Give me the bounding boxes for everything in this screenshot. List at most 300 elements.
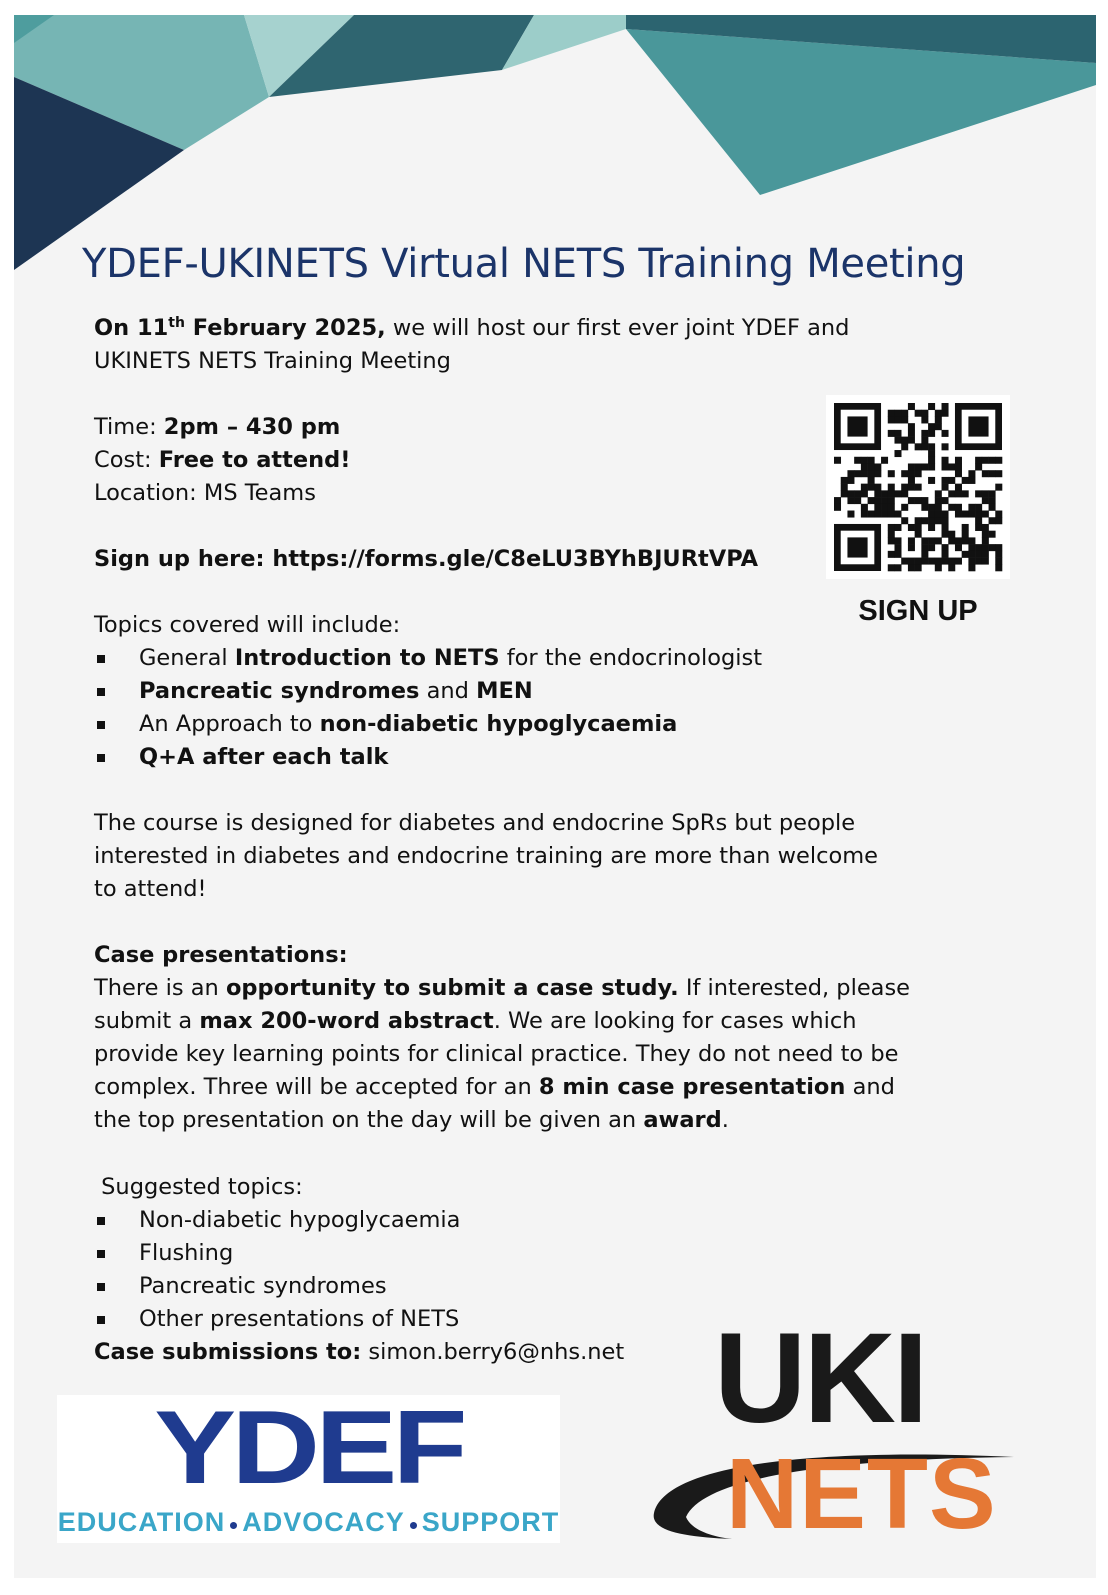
submit-email[interactable]: simon.berry6@nhs.net [361, 1339, 625, 1365]
cases-bold: 8 min case presentation [538, 1074, 846, 1100]
qr-module [915, 531, 922, 538]
qr-module [861, 484, 868, 491]
suggested-item: Flushing [139, 1240, 234, 1266]
qr-module [908, 470, 915, 477]
qr-module [995, 457, 1002, 464]
cases-text: and [845, 1074, 895, 1100]
list-item [94, 675, 762, 708]
qr-module [861, 511, 868, 518]
qr-module [989, 497, 996, 504]
intro-date-sup: th [168, 315, 185, 331]
qr-module [955, 490, 962, 497]
qr-module [854, 470, 861, 477]
topics-section [94, 609, 762, 774]
qr-module [874, 497, 881, 504]
course-line: The course is designed for diabetes and endocrine SpRs but people [94, 810, 856, 836]
qr-module [975, 463, 982, 470]
qr-module [968, 558, 975, 565]
qr-module [982, 470, 989, 477]
qr-module [868, 477, 875, 484]
qr-module [955, 470, 962, 477]
qr-module [989, 504, 996, 511]
signup-line [94, 543, 758, 576]
qr-module [948, 537, 955, 544]
intro-line2: UKINETS NETS Training Meeting [94, 348, 451, 374]
qr-signup-label: SIGN UP [858, 595, 978, 627]
qr-module [928, 430, 935, 437]
qr-module [928, 511, 935, 518]
qr-module [935, 423, 942, 430]
qr-module [982, 497, 989, 504]
suggested-list [94, 1204, 624, 1336]
topic-text: General [139, 645, 235, 671]
qr-module [982, 558, 989, 565]
intro-line1: we will host our first ever joint YDEF and [385, 315, 850, 341]
qr-module [861, 490, 868, 497]
topic-text: for the endocrinologist [499, 645, 763, 671]
qr-module [854, 490, 861, 497]
qr-module [908, 437, 915, 444]
qr-module [962, 490, 969, 497]
suggested-item: Other presentations of NETS [139, 1306, 460, 1332]
topic-bold: Q+A after each talk [139, 744, 389, 770]
qr-module [915, 470, 922, 477]
location-value: MS Teams [203, 480, 316, 506]
qr-module [995, 470, 1002, 477]
intro-text [94, 312, 849, 378]
intro-date-suffix: February 2025, [184, 315, 386, 341]
qr-module [975, 558, 982, 565]
qr-module [982, 511, 989, 518]
signup-label: Sign up here: [94, 546, 273, 572]
qr-module [874, 484, 881, 491]
qr-module [921, 497, 928, 504]
qr-module [888, 430, 895, 437]
signup-link[interactable]: https://forms.gle/C8eLU3BYhBJURtVPA [272, 546, 759, 572]
qr-module [942, 403, 949, 410]
topic-bold: MEN [476, 678, 533, 704]
qr-module [942, 484, 949, 491]
bullet-icon [97, 688, 105, 696]
qr-module [874, 504, 881, 511]
qr-module [955, 484, 962, 491]
suggested-topics [94, 1171, 624, 1369]
ydef-tag-advocacy: ADVOCACY [242, 1507, 405, 1537]
qr-module [928, 544, 935, 551]
suggested-item: Pancreatic syndromes [139, 1273, 387, 1299]
qr-module [921, 558, 928, 565]
dot-icon [410, 1522, 417, 1529]
qr-module [955, 558, 962, 565]
qr-module [975, 511, 982, 518]
qr-module [868, 470, 875, 477]
qr-module [942, 410, 949, 417]
qr-module [901, 470, 908, 477]
qr-module [881, 511, 888, 518]
qr-module [968, 544, 975, 551]
qr-module [948, 490, 955, 497]
qr-module [901, 416, 908, 423]
cases-bold: award [643, 1107, 722, 1133]
qr-module [995, 544, 1002, 551]
qr-module [928, 504, 935, 511]
qr-module [982, 544, 989, 551]
qr-module [915, 484, 922, 491]
qr-module [901, 443, 908, 450]
topics-heading: Topics covered will include: [94, 612, 401, 638]
qr-module [894, 437, 901, 444]
ydef-tag-education: EDUCATION [57, 1507, 226, 1537]
bullet-icon [97, 721, 105, 729]
qr-module [989, 544, 996, 551]
qr-module [982, 551, 989, 558]
qr-module [888, 511, 895, 518]
bullet-icon [97, 1250, 105, 1258]
qr-module [868, 497, 875, 504]
qr-module [834, 497, 841, 504]
qr-module [935, 537, 942, 544]
qr-module [901, 517, 908, 524]
qr-module [921, 551, 928, 558]
qr-module [854, 457, 861, 464]
qr-module [975, 504, 982, 511]
qr-module [968, 537, 975, 544]
qr-module [955, 537, 962, 544]
qr-module [834, 504, 841, 511]
qr-module [935, 564, 942, 571]
qr-module [928, 517, 935, 524]
qr-module [847, 490, 854, 497]
qr-module [888, 564, 895, 571]
qr-module [948, 463, 955, 470]
qr-module [948, 558, 955, 565]
qr-module [935, 511, 942, 518]
qr-module [962, 511, 969, 518]
list-item [94, 642, 762, 675]
qr-module [901, 484, 908, 491]
qr-module [901, 410, 908, 417]
suggested-heading [94, 1171, 624, 1204]
cases-text: provide key learning points for clinical practice. They do not need to be [94, 1041, 899, 1067]
qr-module [915, 564, 922, 571]
qr-module [901, 504, 908, 511]
location-label: Location: [94, 480, 204, 506]
qr-module [908, 497, 915, 504]
qr-module [888, 537, 895, 544]
cases-heading: Case presentations: [94, 942, 348, 968]
case-presentations [94, 939, 910, 1137]
qr-module [968, 551, 975, 558]
qr-module [861, 457, 868, 464]
qr-module [847, 416, 867, 436]
qr-module [942, 457, 949, 464]
qr-module [982, 490, 989, 497]
bullet-icon [97, 1217, 105, 1225]
intro-date-prefix: On 11 [94, 315, 169, 341]
qr-module [921, 517, 928, 524]
qr-module [935, 497, 942, 504]
qr-module [935, 517, 942, 524]
qr-module [948, 564, 955, 571]
submit-label: Case submissions to: [94, 1339, 362, 1365]
qr-module [888, 470, 895, 477]
qr-module [908, 558, 915, 565]
qr-module [928, 558, 935, 565]
qr-module [894, 490, 901, 497]
qr-module [888, 524, 895, 531]
qr-module [968, 470, 975, 477]
qr-module [995, 551, 1002, 558]
qr-module [989, 490, 996, 497]
qr-module [928, 457, 935, 464]
topic-bold: non-diabetic hypoglycaemia [319, 711, 678, 737]
list-item [94, 708, 762, 741]
qr-module [847, 511, 854, 518]
qr-module [982, 531, 989, 538]
course-description [94, 807, 878, 906]
list-item [94, 1204, 624, 1237]
qr-module [915, 410, 922, 417]
event-details [94, 411, 351, 510]
qr-module [942, 497, 949, 504]
qr-module [888, 504, 895, 511]
qr-module [928, 450, 935, 457]
qr-module [921, 430, 928, 437]
cases-bold: max 200-word abstract [199, 1008, 494, 1034]
qr-module [942, 517, 949, 524]
qr-module [942, 477, 949, 484]
qr-module [995, 564, 1002, 571]
qr-module [874, 463, 881, 470]
cases-text: There is an [94, 975, 226, 1001]
qr-module [968, 564, 975, 571]
qr-module [874, 470, 881, 477]
qr-module [989, 470, 996, 477]
qr-module [962, 551, 969, 558]
ukinets-logo-uki: UKI [714, 1307, 926, 1450]
topic-bold: Pancreatic syndromes [139, 678, 420, 704]
cases-text: . [721, 1107, 729, 1133]
qr-module [861, 504, 868, 511]
qr-module [915, 517, 922, 524]
qr-module [975, 551, 982, 558]
qr-module [881, 457, 888, 464]
qr-module [861, 470, 868, 477]
cases-bold: opportunity to submit a case study. [225, 975, 679, 1001]
qr-module [894, 544, 901, 551]
qr-module [881, 490, 888, 497]
qr-module [982, 537, 989, 544]
time-value: 2pm – 430 pm [163, 414, 341, 440]
cost-label: Cost: [94, 447, 159, 473]
qr-module [962, 477, 969, 484]
qr-module [894, 416, 901, 423]
qr-module [921, 443, 928, 450]
qr-module [942, 531, 949, 538]
qr-module [915, 463, 922, 470]
qr-module [894, 430, 901, 437]
suggested-heading-text: Suggested topics: [94, 1174, 303, 1200]
cases-text: submit a [94, 1008, 200, 1034]
qr-module [989, 517, 996, 524]
qr-module [888, 410, 895, 417]
topic-text: An Approach to [139, 711, 320, 737]
qr-module [942, 511, 949, 518]
ydef-tagline [57, 1507, 560, 1538]
qr-module [935, 416, 942, 423]
bullet-icon [97, 1283, 105, 1291]
qr-module [928, 537, 935, 544]
qr-module [995, 511, 1002, 518]
geometric-banner [14, 15, 1096, 275]
qr-module [888, 497, 895, 504]
qr-module [989, 457, 996, 464]
qr-module [901, 490, 908, 497]
qr-module [881, 504, 888, 511]
qr-module [921, 504, 928, 511]
qr-module [894, 551, 901, 558]
qr-module [868, 484, 875, 491]
qr-module [955, 504, 962, 511]
cases-text: If interested, please [678, 975, 911, 1001]
qr-module [901, 437, 908, 444]
qr-module [834, 457, 841, 464]
qr-module [894, 537, 901, 544]
qr-module [847, 537, 867, 557]
list-item [94, 1237, 624, 1270]
page-title: YDEF-UKINETS Virtual NETS Training Meeting [82, 241, 966, 287]
ukinets-logo-nets: NETS [726, 1438, 997, 1550]
qr-module [868, 457, 875, 464]
cases-text: complex. Three will be accepted for an [94, 1074, 539, 1100]
qr-module [915, 558, 922, 565]
qr-module [989, 531, 996, 538]
qr-module [861, 463, 868, 470]
list-item [94, 1270, 624, 1303]
topic-text: and [419, 678, 477, 704]
ydef-logo [57, 1390, 560, 1543]
bullet-icon [97, 754, 105, 762]
qr-module [935, 558, 942, 565]
qr-module [894, 564, 901, 571]
ydef-logo-word: YDEF [154, 1390, 463, 1506]
qr-module [881, 497, 888, 504]
qr-module [915, 443, 922, 450]
qr-module [841, 484, 848, 491]
qr-module [928, 443, 935, 450]
qr-module [841, 490, 848, 497]
qr-code[interactable] [826, 395, 1010, 579]
qr-module [962, 524, 969, 531]
topic-bold: Introduction to NETS [234, 645, 500, 671]
topics-list [94, 642, 762, 774]
bullet-icon [97, 1316, 105, 1324]
qr-module [908, 430, 915, 437]
qr-module [928, 403, 935, 410]
qr-module [968, 511, 975, 518]
qr-module [962, 537, 969, 544]
qr-module [982, 457, 989, 464]
qr-module [921, 463, 928, 470]
qr-module [928, 463, 935, 470]
qr-module [921, 544, 928, 551]
qr-module [942, 551, 949, 558]
qr-module [888, 484, 895, 491]
qr-module [942, 463, 949, 470]
qr-module [995, 558, 1002, 565]
qr-module [955, 457, 962, 464]
ydef-tag-support: SUPPORT [421, 1507, 560, 1537]
qr-module [962, 531, 969, 538]
qr-module [894, 524, 901, 531]
qr-module [942, 430, 949, 437]
qr-module [868, 511, 875, 518]
qr-module [982, 524, 989, 531]
qr-module [935, 490, 942, 497]
time-label: Time: [94, 414, 164, 440]
qr-module [968, 416, 988, 436]
qr-module [847, 470, 854, 477]
qr-module [948, 531, 955, 538]
qr-module [995, 484, 1002, 491]
flyer-page [14, 15, 1096, 1578]
dot-icon [230, 1522, 237, 1529]
qr-module [908, 463, 915, 470]
cases-text: the top presentation on the day will be given an [94, 1107, 644, 1133]
qr-module [908, 537, 915, 544]
list-item [94, 1303, 624, 1336]
qr-module [975, 457, 982, 464]
qr-module [847, 497, 854, 504]
cost-value: Free to attend! [158, 447, 351, 473]
qr-module [915, 524, 922, 531]
qr-module [928, 423, 935, 430]
qr-module [928, 524, 935, 531]
qr-module [935, 410, 942, 417]
suggested-item: Non-diabetic hypoglycaemia [139, 1207, 461, 1233]
qr-module [948, 504, 955, 511]
qr-module [888, 490, 895, 497]
qr-module [908, 477, 915, 484]
qr-module [995, 517, 1002, 524]
qr-module [908, 544, 915, 551]
qr-module [942, 544, 949, 551]
qr-module [868, 463, 875, 470]
qr-module [968, 477, 975, 484]
qr-module [908, 423, 915, 430]
qr-module [901, 558, 908, 565]
course-line: interested in diabetes and endocrine training are more than welcome [94, 843, 878, 869]
qr-module [975, 490, 982, 497]
course-line: to attend! [94, 876, 207, 902]
qr-module [908, 564, 915, 571]
qr-module [968, 504, 975, 511]
qr-module [888, 416, 895, 423]
qr-module [948, 477, 955, 484]
qr-module [942, 443, 949, 450]
bullet-icon [97, 655, 105, 663]
qr-module [894, 450, 901, 457]
qr-module [935, 504, 942, 511]
qr-module [908, 524, 915, 531]
qr-module [955, 463, 962, 470]
cases-text: . We are looking for cases which [493, 1008, 857, 1034]
qr-module [955, 544, 962, 551]
qr-module [942, 558, 949, 565]
qr-module [894, 511, 901, 518]
qr-module [854, 497, 861, 504]
qr-module [908, 484, 915, 491]
